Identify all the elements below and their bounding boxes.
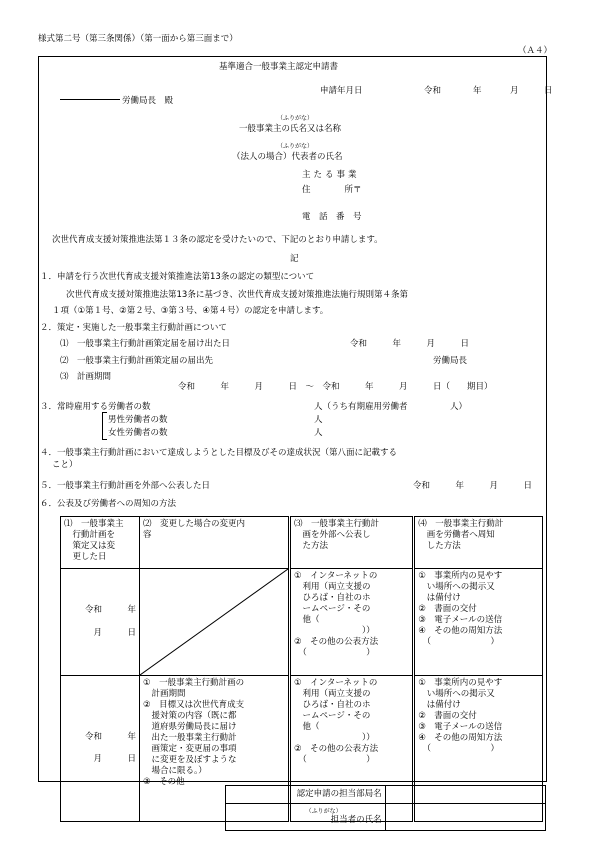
row1-date[interactable]: 令和 年 月 日 — [61, 569, 140, 676]
intro-text: 次世代育成支援対策推進法第１３条の認定を受けたいので、下記のとおり申請します。 — [52, 235, 383, 245]
application-date-year: 年 — [473, 86, 482, 96]
form-label: 様式第二号（第三条関係）（第一面から第三面まで） — [38, 34, 238, 44]
item-6-title: ６．公表及び労働者への周知の方法 — [40, 499, 177, 509]
page-title: 基準適合一般事業主認定申請書 — [219, 62, 339, 72]
row1-publish[interactable]: ① インターネットの 利用（両立支援の ひろば・自社のホ ームページ・その 他（ ）） ② その他の公表方法 （ ） — [290, 569, 414, 676]
application-date-label: 申請年月日 — [320, 86, 363, 96]
item-3-male: 男性労働者の数 — [108, 415, 168, 425]
person-furigana: （ふりがな） — [305, 808, 342, 816]
representative-name-label: （法人の場合）代表者の氏名 — [232, 152, 343, 162]
bracket — [102, 412, 107, 440]
main-business-label: 主たる事業 — [302, 170, 360, 180]
item-1-body-2: １項（①第１号、②第２号、③第３号、④第４号）の認定を申請します。 — [52, 306, 329, 316]
dept-field[interactable] — [385, 786, 545, 804]
header-publish: ⑶ 一般事業主行動計 画を外部へ公表し た方法 — [290, 517, 414, 569]
item-3-female: 女性労働者の数 — [108, 428, 168, 438]
item-2-2-destination: 労働局長 — [433, 356, 468, 366]
employer-name-label: 一般事業主の氏名又は名称 — [239, 124, 342, 134]
item-1-title: １．申請を行う次世代育成支援対策推進法第13条の認定の類型について — [40, 272, 315, 282]
header-date: ⑴ 一般事業主 行動計画を 策定又は変 更した日 — [61, 517, 140, 569]
addressee-label: 労働局長 殿 — [122, 96, 174, 106]
item-2-3-period: 令和 年 月 日 ～ 令和 年 月 日（ 期目） — [178, 382, 493, 392]
header-notify: ⑷ 一般事業主行動計 画を労働者へ周知 した方法 — [414, 517, 543, 569]
ki-label: 記 — [290, 254, 299, 264]
item-3-female-unit: 人 — [314, 428, 323, 438]
phone-label: 電 話 番 号 — [302, 212, 362, 222]
furigana-note: （ふりがな） — [277, 115, 314, 122]
application-date-era: 令和 — [424, 86, 442, 96]
item-2-1-date: 令和 年 月 日 — [350, 339, 470, 349]
person-label-cell — [226, 804, 386, 831]
row1-notify[interactable]: ① 事業所内の見やす い場所への掲示又 は備付け ② 書面の交付 ③ 電子メールの送信 ④ その他の周知方法 （ ） — [414, 569, 543, 676]
item-5-date: 令和 年 月 日 — [413, 481, 533, 491]
application-date-day: 日 — [544, 86, 553, 96]
item-3-total: 人（うち有期雇用労働者 人） — [314, 402, 468, 412]
row2-change[interactable]: ① 一般事業主行動計画の 計画期間 ② 目標又は次世代育成支 援対策の内容（既に都 道府県労働局長に届け 出た一般事業主行動計 画策定・変更届の事項 に変更を及ぼすような 場合に限る。） ③ その他 — [140, 676, 290, 822]
item-3-male-unit: 人 — [314, 415, 323, 425]
row2-notify[interactable]: ① 事業所内の見やす い場所への掲示又 は備付け ② 書面の交付 ③ 電子メールの送信 ④ その他の周知方法 （ ） — [414, 676, 543, 822]
row2-publish[interactable]: ① インターネットの 利用（両立支援の ひろば・自社のホ ームページ・その 他（ ）） ② その他の公表方法 （ ） — [290, 676, 414, 822]
addressee-underline[interactable] — [60, 99, 120, 100]
row1-change-empty — [140, 569, 290, 676]
item-5-title: ５．一般事業主行動計画を外部へ公表した日 — [40, 481, 211, 491]
contact-table — [225, 785, 546, 831]
person-label: 担当者の氏名 — [330, 814, 382, 825]
item-1-body-1: 次世代育成支援対策推進法第13条に基づき、次世代育成支援対策推進法施行規則第４条第 — [66, 290, 408, 300]
furigana-note-2: （ふりがな） — [277, 143, 314, 150]
item-4-title-2: こと） — [52, 460, 78, 470]
person-field[interactable] — [385, 804, 545, 831]
row2-date[interactable]: 令和 年 月 日 — [61, 676, 140, 822]
item-4-title: ４．一般事業主行動計画において達成しようとした目標及びその達成状況（第八面に記載する — [40, 448, 398, 458]
item-2-3: ⑶ 計画期間 — [60, 372, 112, 382]
paper-size: （Ａ４） — [518, 46, 553, 56]
header-change: ⑵ 変更した場合の変更内 容 — [140, 517, 290, 569]
dept-label: 認定申請の担当部局名 — [226, 786, 386, 804]
diagonal-strike — [140, 569, 288, 675]
item-2-2: ⑵ 一般事業主行動計画策定届の届出先 — [60, 356, 214, 366]
item-2-title: ２．策定・実施した一般事業主行動計画について — [40, 323, 227, 333]
publication-table — [60, 516, 543, 822]
address-label: 住 所〒 — [302, 185, 362, 195]
item-2-1: ⑴ 一般事業主行動計画策定届を届け出た日 — [60, 339, 231, 349]
item-3-title: ３．常時雇用する労働者の数 — [40, 402, 151, 412]
application-date-month: 月 — [510, 86, 519, 96]
